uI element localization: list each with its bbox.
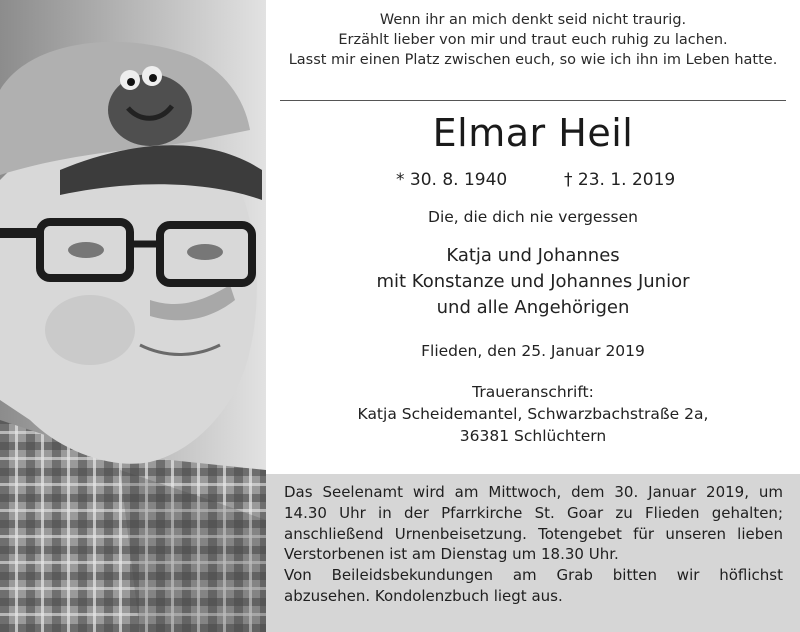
birth-date: * 30. 8. 1940: [396, 170, 508, 190]
memorial-poem: [266, 10, 800, 70]
poem-line: Lasst mir einen Platz zwischen euch, so wie ich ihn im Leben hatte.: [288, 52, 778, 68]
address-label: Traueranschrift:: [472, 383, 594, 401]
mourning-address: [266, 381, 800, 447]
mourners-line: und alle Angehörigen: [436, 297, 630, 318]
deceased-name: Elmar Heil: [432, 111, 634, 155]
mourners-line: mit Konstanze und Johannes Junior: [376, 271, 690, 292]
obituary-text-panel: [266, 0, 800, 474]
poem-line: Erzählt lieber von mir und traut euch ruhig zu lachen.: [338, 32, 728, 48]
portrait-illustration: [0, 0, 266, 632]
mourners-line: Katja und Johannes: [446, 245, 620, 266]
place-date: Flieden, den 25. Januar 2019: [421, 342, 645, 360]
divider: [280, 100, 786, 101]
death-date: † 23. 1. 2019: [564, 170, 676, 190]
condolence-note: Von Beileidsbekundungen am Grab bitten wir höflichst abzusehen. Kondolenzbuch liegt aus.: [284, 566, 783, 605]
address-city: 36381 Schlüchtern: [459, 427, 607, 445]
portrait-photo: [0, 0, 266, 632]
mourners-names: [266, 243, 800, 321]
service-notice: [266, 474, 800, 632]
life-dates: [266, 168, 800, 192]
service-details: Das Seelenamt wird am Mittwoch, dem 30. Januar 2019, um 14.30 Uhr in der Pfarrkirche St. Goar zu Flieden gehalten; anschließend Urnenbeisetzung. Totengebet für unseren lieben Verstorbenen ist am Dienstag um 18.30 Uhr.: [284, 483, 783, 564]
poem-line: Wenn ihr an mich denkt seid nicht traurig.: [379, 12, 687, 28]
address-street: Katja Scheidemantel, Schwarzbachstraße 2a,: [357, 405, 709, 423]
mourners-intro: Die, die dich nie vergessen: [428, 208, 638, 226]
